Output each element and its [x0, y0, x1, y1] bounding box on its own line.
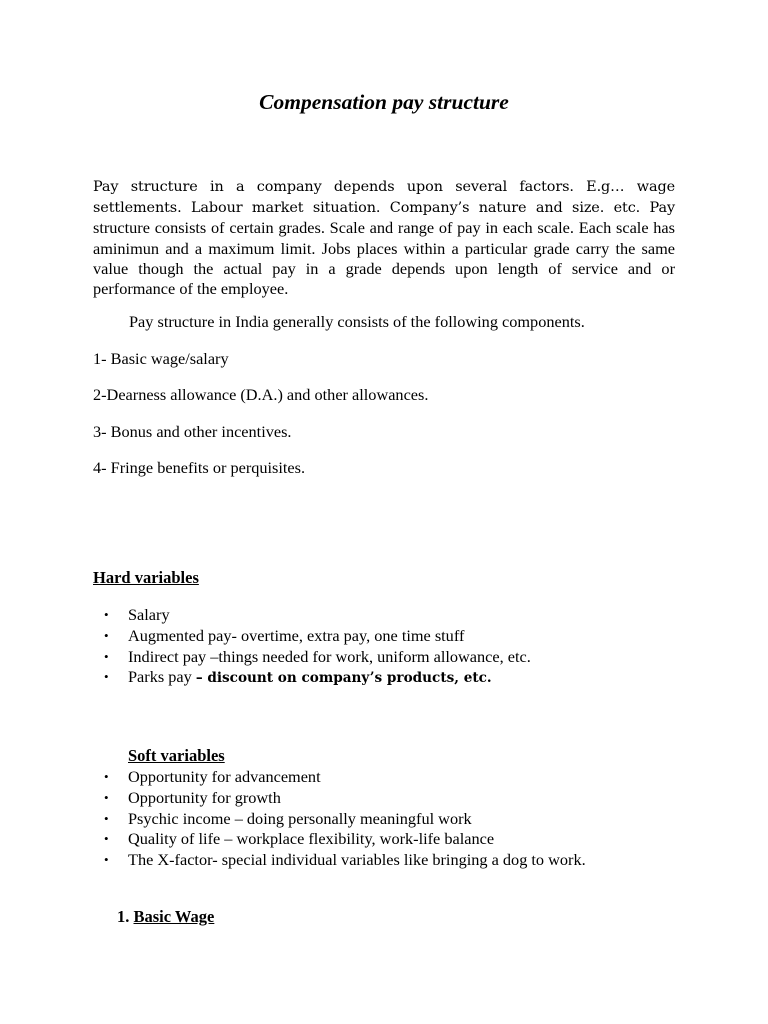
hard-variables-list	[93, 605, 531, 689]
soft-variables-heading: Soft variables	[128, 746, 225, 765]
bullet-icon: •	[104, 648, 109, 664]
list-item-text: Opportunity for advancement	[128, 767, 321, 786]
intro-lead-text: Pay structure in a company depends upon several factors. E.g… wage settlements. Labour market situation. Company’s nature and size. etc. Pay	[93, 179, 675, 217]
list-item	[93, 667, 531, 689]
list-item-text: Parks pay	[128, 667, 196, 687]
list-item-text: The X-factor- special individual variables like bringing a dog to work.	[128, 850, 586, 870]
bullet-icon: •	[104, 810, 109, 826]
list-item	[93, 788, 586, 809]
components-intro: Pay structure in India generally consists of the following components.	[129, 312, 585, 331]
bullet-icon: •	[104, 789, 109, 805]
bullet-icon: •	[104, 852, 109, 868]
hard-variables-heading: Hard variables	[93, 568, 199, 587]
component-item: 3- Bonus and other incentives.	[93, 422, 292, 441]
list-item-bold-text: – discount on company’s products, etc.	[195, 670, 492, 687]
soft-variables-list	[93, 767, 586, 871]
list-item-text: Quality of life – workplace flexibility, work-life balance	[128, 829, 495, 849]
section-number: 1.	[117, 907, 130, 926]
list-item-text: Opportunity for growth	[128, 787, 281, 807]
intro-paragraph	[93, 176, 675, 299]
component-item: 1- Basic wage/salary	[93, 349, 229, 368]
list-item	[93, 809, 586, 830]
bullet-icon: •	[104, 831, 109, 847]
component-item: 4- Fringe benefits or perquisites.	[93, 458, 306, 477]
intro-rest-text: structure consists of certain grades. Scale and range of pay in each scale. Each scale has aminimun and a maximum limit. Jobs places within a particular grade carry the same value though the actual pay in a grade depends upon length of service and or performance of the employee.	[93, 218, 675, 299]
section-label: Basic Wage	[133, 907, 215, 926]
list-item	[93, 605, 531, 626]
list-item-text: Psychic income – doing personally meaningful work	[128, 808, 472, 828]
list-item	[93, 626, 531, 647]
bullet-icon: •	[104, 607, 109, 622]
list-item	[93, 850, 586, 871]
list-item-text: Salary	[128, 605, 170, 624]
component-item: 2-Dearness allowance (D.A.) and other allowances.	[93, 385, 429, 404]
bullet-icon: •	[104, 669, 109, 685]
list-item	[93, 767, 586, 788]
bullet-icon: •	[104, 769, 109, 784]
section-basic-wage-heading	[117, 906, 214, 928]
page-title: Compensation pay structure	[259, 90, 509, 114]
list-item-text: Augmented pay- overtime, extra pay, one time stuff	[128, 625, 465, 645]
list-item-text: Indirect pay –things needed for work, uniform allowance, etc.	[128, 646, 531, 666]
list-item	[93, 829, 586, 850]
bullet-icon: •	[104, 627, 109, 643]
list-item	[93, 647, 531, 668]
